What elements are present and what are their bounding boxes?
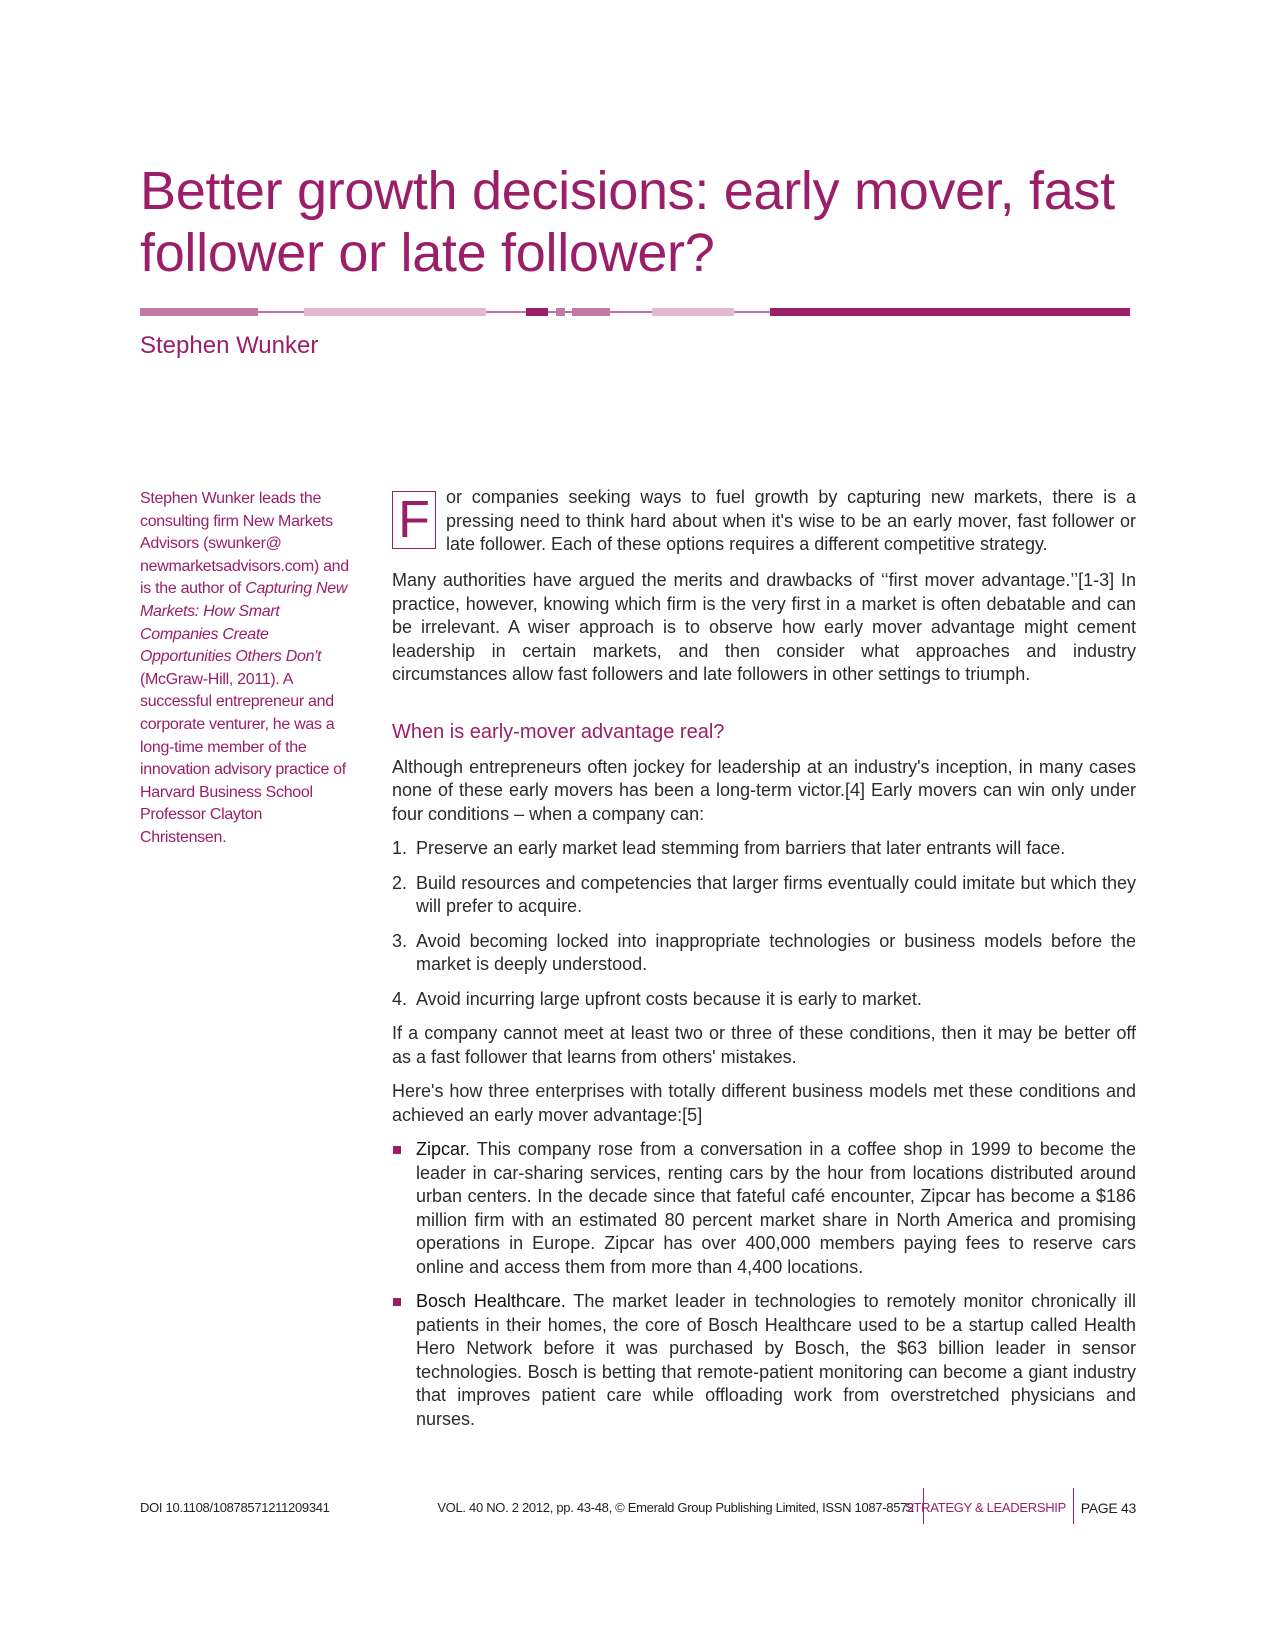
article-title <box>140 160 1140 284</box>
example-name: Bosch Healthcare. <box>416 1291 566 1311</box>
intro-text: or companies seeking ways to fuel growth by capturing new markets, there is a pressing need to think hard about when it's wise to be an early mover, fast follower or late follower. Each of these options requires a different competitive strategy. <box>446 487 1136 554</box>
example-text: This company rose from a conversation in a coffee shop in 1999 to become the leader in car-sharing services, renting cars by the hour from locations distributed around urban centers. In the decade since that fateful café encounter, Zipcar has become a $186 million firm with an estimated 80 percent market share in North America and promising operations in Europe. Zipcar has over 400,000 members paying fees to reserve cars online and access them from more than 4,400 locations. <box>416 1139 1136 1277</box>
list-item-text: Build resources and competencies that larger firms eventually could imitate but which they will prefer to acquire. <box>416 872 1136 916</box>
bio-text-end: (McGraw-Hill, 2011). A successful entrepreneur and corporate venturer, he was a long-time member of the innovation advisory practice of Harvard Business School Professor Clayton Christensen. <box>140 670 346 846</box>
square-bullet-icon <box>393 1146 401 1154</box>
list-number: 1. <box>392 838 408 858</box>
list-item <box>392 1290 1136 1431</box>
drop-cap: F <box>392 491 436 549</box>
page-footer <box>140 1488 1136 1528</box>
paragraph-3: Although entrepreneurs often jockey for leadership at an industry's inception, in many cases none of these early movers has been a long-term victor.[4] Early movers can win only under four conditions – when a company can: <box>392 756 1136 824</box>
footer-divider <box>1073 1488 1075 1524</box>
example-name: Zipcar. <box>416 1139 471 1159</box>
author-bio <box>140 488 350 850</box>
decorative-rule <box>140 306 1130 318</box>
doi: DOI 10.1108/10878571211209341 <box>140 1500 330 1515</box>
intro-paragraph <box>392 486 1136 558</box>
book-title: Capturing New Markets: How Smart Companies Create Opportunities Others Don't <box>140 580 348 666</box>
paragraph-5: Here's how three enterprises with totally different business models met these conditions and achieved an early mover advantage:[5] <box>392 1081 1136 1125</box>
list-item-text: Avoid becoming locked into inappropriate technologies or business models before the market is deeply understood. <box>416 930 1136 974</box>
list-number: 3. <box>392 930 408 951</box>
paragraph-4: If a company cannot meet at least two or three of these conditions, then it may be better off as a fast follower that learns from others' mistakes. <box>392 1023 1136 1067</box>
example-text: The market leader in technologies to remotely monitor chronically ill patients in their homes, the core of Bosch Healthcare used to be a startup called Health Hero Network before it was purchased by Bosch, the $63 billion leader in sensor technologies. Bosch is betting that remote-patient monitoring can become a giant industry that improves patient care while offloading work from overstretched physicians and nurses. <box>416 1291 1137 1429</box>
square-bullet-icon <box>393 1298 401 1306</box>
bio-text-start: Stephen Wunker leads the consulting firm New Markets Advisors (swunker@ newmarketsadvisors.com) and is the author of <box>140 490 349 598</box>
examples-list <box>392 1138 1136 1431</box>
journal-name: STRATEGY & LEADERSHIP <box>905 1500 1066 1515</box>
list-item <box>392 872 1136 919</box>
list-number: 4. <box>392 988 408 1009</box>
list-item <box>392 988 1136 1012</box>
page-number: PAGE 43 <box>1080 1500 1136 1516</box>
section-heading: When is early-mover advantage real? <box>392 720 725 743</box>
title-line-2: follower or late follower? <box>140 223 715 283</box>
list-item <box>392 930 1136 977</box>
volume-info: VOL. 40 NO. 2 2012, pp. 43-48, © Emerald Group Publishing Limited, ISSN 1087-8572 <box>437 1500 914 1515</box>
list-item-text: Preserve an early market lead stemming from barriers that later entrants will face. <box>416 838 1066 858</box>
conditions-list <box>392 837 1136 1011</box>
list-item <box>392 837 1136 861</box>
list-item-text: Avoid incurring large upfront costs because it is early to market. <box>416 988 922 1009</box>
paragraph-2: Many authorities have argued the merits and drawbacks of ‘‘first mover advantage.’’[1-3] In practice, however, knowing which firm is the very first in a market is often debatable and can be irrelevant. A wiser approach is to observe how early mover advantage might cement leadership in certain markets, and then consider what approaches and industry circumstances allow fast followers and late followers in other settings to triumph. <box>392 570 1136 684</box>
list-number: 2. <box>392 872 408 893</box>
list-item <box>392 1138 1136 1279</box>
article-body <box>392 486 1136 1442</box>
title-line-1: Better growth decisions: early mover, fast <box>140 161 1115 221</box>
author-name: Stephen Wunker <box>140 332 319 359</box>
